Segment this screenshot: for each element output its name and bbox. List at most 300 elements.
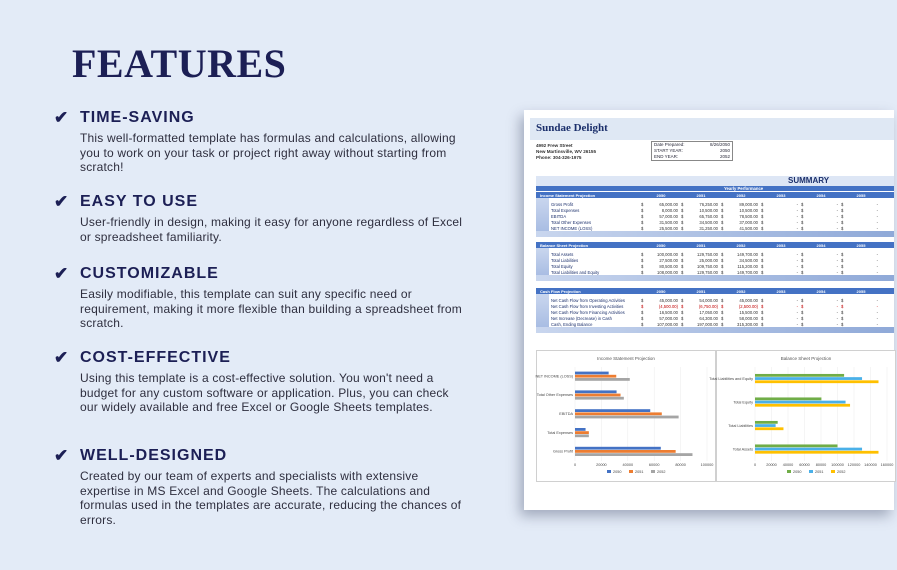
cell-value: $ - — [801, 304, 838, 310]
legend-label: 2051 — [815, 470, 824, 474]
legend-swatch — [787, 470, 791, 473]
legend-swatch — [629, 470, 633, 473]
feature-head — [54, 192, 464, 212]
row-label: Total Liabilities and Equity — [551, 269, 600, 275]
bar-2050 — [755, 374, 844, 377]
cell-value: $ 129,750.00 — [681, 269, 718, 275]
x-tick-label: 40000 — [782, 463, 794, 467]
cell-value: $ 34,500.00 — [681, 219, 718, 225]
feature-description: Using this template is a cost-effective solution. You won't need a budget for any custom software or application. Plus, you can check our widely available and free Excel or Google Sheets templates. — [80, 371, 449, 414]
bar-2050 — [575, 428, 586, 431]
currency-symbol: $ — [761, 269, 764, 275]
x-tick-label: 60000 — [648, 463, 660, 467]
currency-symbol: $ — [641, 258, 644, 264]
cell-value: $ 10,500.00 — [721, 208, 758, 214]
currency-symbol: $ — [761, 304, 764, 310]
x-tick-label: 160000 — [880, 463, 894, 467]
currency-symbol: $ — [841, 219, 844, 225]
table-row — [549, 252, 894, 258]
cell-value: $ 25,000.00 — [681, 258, 718, 264]
currency-symbol: $ — [641, 213, 644, 219]
section-body — [549, 248, 894, 275]
category-label: EBITDA — [559, 412, 573, 416]
cell-value: $ 65,000.00 — [641, 202, 678, 208]
row-label: Total Liabilities — [551, 258, 579, 264]
row-label: Cash, Ending Balance — [551, 321, 593, 327]
bar-2050 — [575, 390, 617, 393]
cell-value: $ - — [841, 315, 878, 321]
checkmark-icon: ✔ — [54, 192, 69, 211]
bar-2051 — [755, 377, 862, 380]
year-header: 2052 — [736, 288, 746, 294]
cell-value: $ 37,000.00 — [721, 219, 758, 225]
cell-value: $ 10,500.00 — [681, 208, 718, 214]
row-label: Gross Profit — [551, 202, 574, 208]
summary-bar — [536, 176, 894, 186]
cell-value: $ - — [761, 263, 798, 269]
section-footer — [536, 327, 894, 333]
cell-value: $ 76,250.00 — [681, 202, 718, 208]
year-header: 2055 — [856, 242, 866, 248]
cell-value: $ 149,700.00 — [721, 252, 758, 258]
feature-name: CUSTOMIZABLE — [80, 265, 219, 282]
cell-value: $ 107,000.00 — [641, 321, 678, 327]
currency-symbol: $ — [681, 202, 684, 208]
cell-value: $ - — [801, 263, 838, 269]
currency-symbol: $ — [721, 202, 724, 208]
table-row — [549, 315, 894, 321]
currency-symbol: $ — [841, 252, 844, 258]
currency-symbol: $ — [761, 263, 764, 269]
currency-symbol: $ — [841, 213, 844, 219]
sheet-section — [536, 288, 894, 333]
cell-value: $ - — [761, 258, 798, 264]
row-label: EBITDA — [551, 213, 567, 219]
x-tick-label: 20000 — [596, 463, 607, 467]
currency-symbol: $ — [801, 219, 804, 225]
currency-symbol: $ — [841, 263, 844, 269]
bar-2052 — [755, 380, 879, 383]
feature-description: This well-formatted template has formulas and calculations, allowing you to work on your task or project right away without starting from scratch! — [80, 131, 456, 174]
year-header: 2054 — [816, 242, 826, 248]
cell-value: $ (4,500.00) — [641, 304, 678, 310]
currency-symbol: $ — [641, 219, 644, 225]
address-line: New Martinsville, WV 26155 — [536, 149, 596, 154]
cell-value: $ 57,000.00 — [641, 315, 678, 321]
year-header: 2051 — [696, 288, 706, 294]
currency-symbol: $ — [801, 315, 804, 321]
cell-value: $ 17,050.00 — [681, 309, 718, 315]
cell-value: $ - — [841, 298, 878, 304]
row-label: Total Expenses — [551, 208, 580, 214]
cell-value: $ - — [801, 208, 838, 214]
address-line: 4992 Frew Street — [536, 143, 573, 148]
legend-swatch — [607, 470, 611, 473]
feature-description: Created by our team of experts and specialists with extensive expertise in MS Excel and Google Sheets. The calculations and formulas used in the templates are accurate, reducing the chances of errors. — [80, 469, 462, 527]
bar-2052 — [575, 416, 679, 419]
section-footer — [536, 275, 894, 281]
x-tick-label: 80000 — [675, 463, 686, 467]
income-chart-svg — [537, 361, 717, 483]
cell-value: $ 115,200.00 — [721, 263, 758, 269]
x-tick-label: 100000 — [831, 463, 844, 467]
feature-name: EASY TO USE — [80, 193, 198, 210]
row-label: Net Cash Flow from Operating Activities — [551, 298, 626, 304]
feature-item — [54, 264, 464, 331]
cell-value: $ 65,750.00 — [681, 213, 718, 219]
cell-value: $ 41,500.00 — [721, 225, 758, 231]
cell-value: $ 16,500.00 — [641, 309, 678, 315]
row-label: Net Cash Flow from Investing Activities — [551, 304, 624, 310]
cell-value: $ - — [761, 315, 798, 321]
year-header: 2053 — [776, 242, 786, 248]
date-box — [651, 141, 733, 161]
section-title: Cash Flow Projection — [540, 288, 581, 294]
checkmark-icon: ✔ — [54, 446, 69, 465]
currency-symbol: $ — [681, 269, 684, 275]
category-label: Total Liabilities and Equity — [709, 376, 753, 381]
x-tick-label: 80000 — [815, 463, 827, 467]
cell-value: $ 315,300.00 — [721, 321, 758, 327]
bar-2050 — [755, 444, 838, 447]
currency-symbol: $ — [681, 219, 684, 225]
year-header: 2052 — [736, 192, 746, 198]
cell-value: $ 31,250.00 — [681, 225, 718, 231]
cell-value: $ - — [761, 202, 798, 208]
cell-value: $ 34,500.00 — [721, 258, 758, 264]
cell-value: $ 8,000.00 — [641, 208, 678, 214]
currency-symbol: $ — [761, 225, 764, 231]
currency-symbol: $ — [761, 252, 764, 258]
section-rows — [536, 248, 894, 275]
currency-symbol: $ — [841, 304, 844, 310]
cell-value: $ - — [841, 208, 878, 214]
summary-heading: SUMMARY — [788, 176, 830, 185]
currency-symbol: $ — [681, 304, 684, 310]
currency-symbol: $ — [801, 321, 804, 327]
table-row — [549, 269, 894, 275]
cell-value: $ 78,500.00 — [721, 213, 758, 219]
currency-symbol: $ — [801, 269, 804, 275]
cell-value: $ 149,700.00 — [721, 269, 758, 275]
currency-symbol: $ — [721, 304, 724, 310]
currency-symbol: $ — [841, 258, 844, 264]
cell-value: $ 64,300.00 — [681, 315, 718, 321]
currency-symbol: $ — [721, 269, 724, 275]
page-title: FEATURES — [72, 41, 287, 86]
currency-symbol: $ — [721, 298, 724, 304]
feature-name: WELL-DESIGNED — [80, 447, 228, 464]
currency-symbol: $ — [641, 252, 644, 258]
spreadsheet-preview — [524, 110, 894, 510]
currency-symbol: $ — [721, 309, 724, 315]
currency-symbol: $ — [801, 208, 804, 214]
feature-item — [54, 446, 464, 527]
table-row — [549, 298, 894, 304]
cell-value: $ 54,000.00 — [681, 298, 718, 304]
currency-symbol: $ — [761, 309, 764, 315]
category-label: Total Other Expenses — [536, 393, 573, 398]
bar-2051 — [755, 448, 862, 451]
currency-symbol: $ — [681, 208, 684, 214]
category-label: Total Assets — [732, 447, 753, 452]
bar-2051 — [575, 394, 621, 397]
currency-symbol: $ — [681, 225, 684, 231]
currency-symbol: $ — [761, 298, 764, 304]
cell-value: $ - — [801, 309, 838, 315]
row-stripe — [536, 198, 549, 231]
currency-symbol: $ — [641, 208, 644, 214]
currency-symbol: $ — [801, 263, 804, 269]
currency-symbol: $ — [721, 219, 724, 225]
phone-line: Phone: 304-326-1975 — [536, 155, 582, 160]
cell-value: $ - — [841, 269, 878, 275]
yearly-performance-label: Yearly Performance — [724, 185, 764, 191]
currency-symbol: $ — [801, 213, 804, 219]
cell-value: $ - — [801, 298, 838, 304]
currency-symbol: $ — [761, 213, 764, 219]
cell-value: $ - — [801, 219, 838, 225]
year-header: 2053 — [776, 192, 786, 198]
section-title: Balance Sheet Projection — [540, 242, 589, 248]
currency-symbol: $ — [681, 315, 684, 321]
bar-2052 — [755, 427, 783, 430]
cell-value: $ - — [841, 263, 878, 269]
bar-2052 — [575, 397, 624, 400]
legend-label: 2051 — [635, 470, 644, 474]
feature-description: Easily modifiable, this template can suit any specific need or requirement, making it more flexible than building a spreadsheet from scratch. — [80, 287, 462, 330]
feature-head — [54, 446, 464, 466]
bar-2052 — [575, 434, 589, 437]
feature-description: User-friendly in design, making it easy for anyone regardless of Excel or spreadsheet familiarity. — [80, 215, 463, 244]
year-header: 2054 — [816, 288, 826, 294]
feature-head — [54, 348, 464, 368]
cell-value: $ - — [801, 315, 838, 321]
year-header: 2050 — [656, 242, 666, 248]
currency-symbol: $ — [641, 321, 644, 327]
currency-symbol: $ — [841, 309, 844, 315]
row-label: NET INCOME (LOSS) — [551, 225, 593, 231]
currency-symbol: $ — [641, 263, 644, 269]
cell-value: $ - — [841, 309, 878, 315]
year-header: 2055 — [856, 192, 866, 198]
feature-head — [54, 108, 464, 128]
feature-item — [54, 108, 464, 175]
cell-value: $ - — [841, 252, 878, 258]
cell-value: $ (2,500.00) — [721, 304, 758, 310]
bar-2050 — [575, 409, 650, 412]
cell-value: $ - — [801, 213, 838, 219]
currency-symbol: $ — [761, 315, 764, 321]
x-tick-label: 120000 — [847, 463, 861, 467]
cell-value: $ - — [841, 202, 878, 208]
currency-symbol: $ — [841, 208, 844, 214]
balance-chart-svg — [709, 361, 897, 483]
feature-name: COST-EFFECTIVE — [80, 349, 231, 366]
cell-value: $ - — [841, 213, 878, 219]
section-footer — [536, 231, 894, 237]
currency-symbol: $ — [641, 304, 644, 310]
legend-label: 2052 — [657, 470, 666, 474]
cell-value: $ 27,500.00 — [641, 258, 678, 264]
category-label: Total Liabilities — [728, 423, 753, 428]
bar-2052 — [575, 378, 630, 381]
bar-2052 — [755, 404, 850, 407]
currency-symbol: $ — [721, 321, 724, 327]
cell-value: $ - — [761, 269, 798, 275]
cell-value: $ - — [841, 219, 878, 225]
currency-symbol: $ — [801, 252, 804, 258]
cell-value: $ - — [841, 258, 878, 264]
cell-value: $ 45,000.00 — [721, 298, 758, 304]
cell-value: $ 58,000.00 — [721, 315, 758, 321]
currency-symbol: $ — [641, 298, 644, 304]
cell-value: $ - — [761, 208, 798, 214]
legend-label: 2052 — [837, 470, 846, 474]
feature-head — [54, 264, 464, 284]
cell-value: $ - — [761, 252, 798, 258]
legend-swatch — [831, 470, 835, 473]
bar-2052 — [755, 451, 879, 454]
end-year-row: END YEAR: 2052 — [654, 154, 730, 159]
row-label: Total Equity — [551, 263, 573, 269]
feature-item — [54, 192, 464, 244]
cell-value: $ - — [761, 304, 798, 310]
company-name: Sundae Delight — [536, 122, 608, 134]
cell-value: $ - — [761, 225, 798, 231]
cell-value: $ 108,000.00 — [641, 269, 678, 275]
x-tick-label: 0 — [753, 463, 757, 467]
currency-symbol: $ — [801, 258, 804, 264]
x-tick-label: 40000 — [622, 463, 634, 467]
cell-value: $ 80,500.00 — [641, 263, 678, 269]
year-header: 2054 — [816, 192, 826, 198]
table-row — [549, 208, 894, 214]
currency-symbol: $ — [721, 225, 724, 231]
section-rows — [536, 198, 894, 231]
currency-symbol: $ — [641, 202, 644, 208]
currency-symbol: $ — [721, 258, 724, 264]
section-rows — [536, 294, 894, 327]
currency-symbol: $ — [721, 315, 724, 321]
sheet-section — [536, 242, 894, 281]
cell-value: $ - — [801, 269, 838, 275]
category-label: Total Expenses — [547, 430, 573, 435]
section-body — [549, 198, 894, 231]
currency-symbol: $ — [721, 208, 724, 214]
cell-value: $ - — [841, 225, 878, 231]
cell-value: $ - — [761, 309, 798, 315]
currency-symbol: $ — [681, 321, 684, 327]
cell-value: $ - — [761, 213, 798, 219]
start-year-row: START YEAR: 2050 — [654, 148, 730, 153]
cell-value: $ 45,000.00 — [641, 298, 678, 304]
currency-symbol: $ — [761, 202, 764, 208]
year-header: 2051 — [696, 192, 706, 198]
currency-symbol: $ — [801, 298, 804, 304]
cell-value: $ - — [801, 225, 838, 231]
section-title: Income Statement Projection — [540, 192, 596, 198]
currency-symbol: $ — [721, 213, 724, 219]
cell-value: $ 57,000.00 — [641, 213, 678, 219]
table-row — [549, 310, 894, 316]
currency-symbol: $ — [681, 213, 684, 219]
cell-value: $ 15,500.00 — [721, 309, 758, 315]
balance-chart — [709, 350, 896, 482]
year-header: 2050 — [656, 192, 666, 198]
currency-symbol: $ — [641, 225, 644, 231]
legend-label: 2050 — [793, 470, 802, 474]
checkmark-icon: ✔ — [54, 348, 69, 367]
legend-swatch — [809, 470, 813, 473]
currency-symbol: $ — [681, 258, 684, 264]
row-label: Total Other Expenses — [551, 219, 592, 225]
table-row — [549, 304, 894, 310]
checkmark-icon: ✔ — [54, 108, 69, 127]
chart-title: Income Statement Projection — [597, 356, 655, 361]
cell-value: $ - — [761, 321, 798, 327]
currency-symbol: $ — [841, 202, 844, 208]
table-row — [549, 264, 894, 270]
cell-value: $ 129,750.00 — [681, 252, 718, 258]
cell-value: $ - — [841, 321, 878, 327]
company-address — [536, 143, 596, 161]
bar-2051 — [575, 412, 662, 415]
cell-value: $ (6,750.00) — [681, 304, 718, 310]
bar-2052 — [575, 453, 692, 456]
year-header: 2053 — [776, 288, 786, 294]
bar-2050 — [755, 421, 778, 424]
currency-symbol: $ — [761, 219, 764, 225]
cell-value: $ 100,000.00 — [641, 252, 678, 258]
currency-symbol: $ — [681, 252, 684, 258]
x-tick-label: 0 — [573, 463, 577, 467]
table-row — [549, 225, 894, 231]
currency-symbol: $ — [681, 298, 684, 304]
bar-2050 — [575, 372, 609, 375]
bar-2051 — [755, 401, 846, 404]
cell-value: $ 109,750.00 — [681, 263, 718, 269]
sheet-section — [536, 192, 894, 237]
currency-symbol: $ — [681, 263, 684, 269]
feature-item — [54, 348, 464, 415]
x-tick-label: 20000 — [766, 463, 777, 467]
x-tick-label: 60000 — [799, 463, 810, 467]
chart-title: Balance Sheet Projection — [780, 356, 832, 361]
currency-symbol: $ — [841, 315, 844, 321]
currency-symbol: $ — [801, 304, 804, 310]
x-tick-label: 140000 — [864, 463, 877, 467]
currency-symbol: $ — [641, 309, 644, 315]
cell-value: $ - — [761, 298, 798, 304]
currency-symbol: $ — [761, 321, 764, 327]
currency-symbol: $ — [721, 252, 724, 258]
currency-symbol: $ — [641, 269, 644, 275]
currency-symbol: $ — [801, 225, 804, 231]
row-stripe — [536, 248, 549, 275]
table-row — [549, 321, 894, 327]
cell-value: $ - — [801, 321, 838, 327]
category-label: Gross Profit — [552, 449, 573, 454]
row-label: Net Cash Flow from Financing Activities — [551, 309, 625, 315]
section-body — [549, 294, 894, 327]
bar-2051 — [575, 450, 676, 453]
currency-symbol: $ — [721, 263, 724, 269]
cell-value: $ 197,000.00 — [681, 321, 718, 327]
cell-value: $ 25,500.00 — [641, 225, 678, 231]
cell-value: $ - — [801, 258, 838, 264]
bar-2050 — [755, 397, 821, 400]
